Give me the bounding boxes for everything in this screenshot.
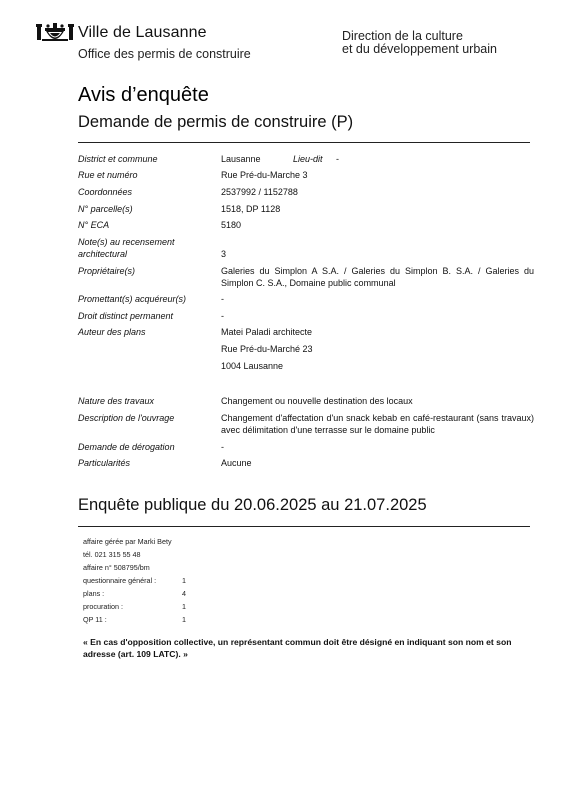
title-divider [78, 142, 530, 143]
count-label: plans : [83, 589, 105, 598]
enquete-title: Enquête publique du 20.06.2025 au 21.07.2025 [78, 496, 427, 514]
coordonnees-label: Coordonnées [78, 187, 133, 197]
city-name: Ville de Lausanne [78, 24, 207, 41]
lausanne-coat-of-arms-logo [36, 22, 74, 44]
lieu-dit-value: - [336, 154, 339, 164]
auteur-name: Matei Paladi architecte [221, 327, 313, 337]
derogation-label: Demande de dérogation [78, 442, 175, 452]
auteur-city: 1004 Lausanne [221, 361, 284, 371]
rue-label: Rue et numéro [78, 170, 138, 180]
particularites-label: Particularités [78, 458, 131, 468]
count-value: 1 [182, 615, 186, 624]
page-title: Avis d’enquête [78, 84, 209, 106]
count-label: QP 11 : [83, 615, 107, 624]
enquete-divider [78, 526, 530, 527]
parcelle-label: N° parcelle(s) [78, 204, 133, 214]
description-value: Changement d'affectation d'un snack kebab en café-restaurant (sans travaux) avec délimitation d'une terrasse sur le domaine public [221, 413, 534, 435]
affaire-geree: affaire gérée par Marki Bety [83, 537, 172, 546]
recensement-value: 3 [221, 249, 227, 259]
affaire-telephone: tél. 021 315 55 48 [83, 550, 141, 559]
opposition-note: « En cas d'opposition collective, un représentant commun doit être désigné en indiquant son nom et son adresse (art. 109 LATC). » [83, 637, 512, 659]
page-subtitle: Demande de permis de construire (P) [78, 113, 354, 131]
nature-value: Changement ou nouvelle destination des locaux [221, 396, 413, 406]
coordonnees-value: 2537992 / 1152788 [221, 187, 298, 197]
droit-distinct-label: Droit distinct permanent [78, 311, 174, 321]
count-value: 1 [182, 602, 186, 611]
recensement-label-line-2: architectural [78, 249, 128, 259]
description-label: Description de l'ouvrage [78, 413, 175, 423]
promettant-label: Promettant(s) acquéreur(s) [78, 294, 187, 304]
count-value: 4 [182, 589, 186, 598]
district-label: District et commune [78, 154, 158, 164]
lieu-dit-label: Lieu-dit [293, 154, 323, 164]
auteur-street: Rue Pré-du-Marché 23 [221, 344, 313, 354]
nature-label: Nature des travaux [78, 396, 155, 406]
district-value: Lausanne [221, 154, 261, 164]
count-label: questionnaire général : [83, 576, 157, 585]
promettant-value: - [221, 294, 224, 304]
eca-label: N° ECA [78, 220, 110, 230]
rue-value: Rue Pré-du-Marche 3 [221, 170, 308, 180]
count-label: procuration : [83, 602, 123, 611]
droit-distinct-value: - [221, 311, 224, 321]
proprietaire-value: Galeries du Simplon A S.A. / Galeries du Simplon B. S.A. / Galeries du Simplon C. S.A., Domaine public communal [221, 266, 534, 288]
auteur-label: Auteur des plans [78, 327, 146, 337]
proprietaire-label: Propriétaire(s) [78, 266, 136, 276]
direction-line-2: et du développement urbain [342, 42, 497, 56]
eca-value: 5180 [221, 220, 242, 230]
office-name: Office des permis de construire [78, 47, 251, 61]
particularites-value: Aucune [221, 458, 252, 468]
count-value: 1 [182, 576, 186, 585]
direction-line-1: Direction de la culture [342, 29, 463, 43]
parcelle-value: 1518, DP 1128 [221, 204, 281, 214]
derogation-value: - [221, 442, 224, 452]
affaire-numero: affaire n° 508795/bm [83, 563, 150, 572]
recensement-label-line-1: Note(s) au recensement [78, 237, 175, 247]
